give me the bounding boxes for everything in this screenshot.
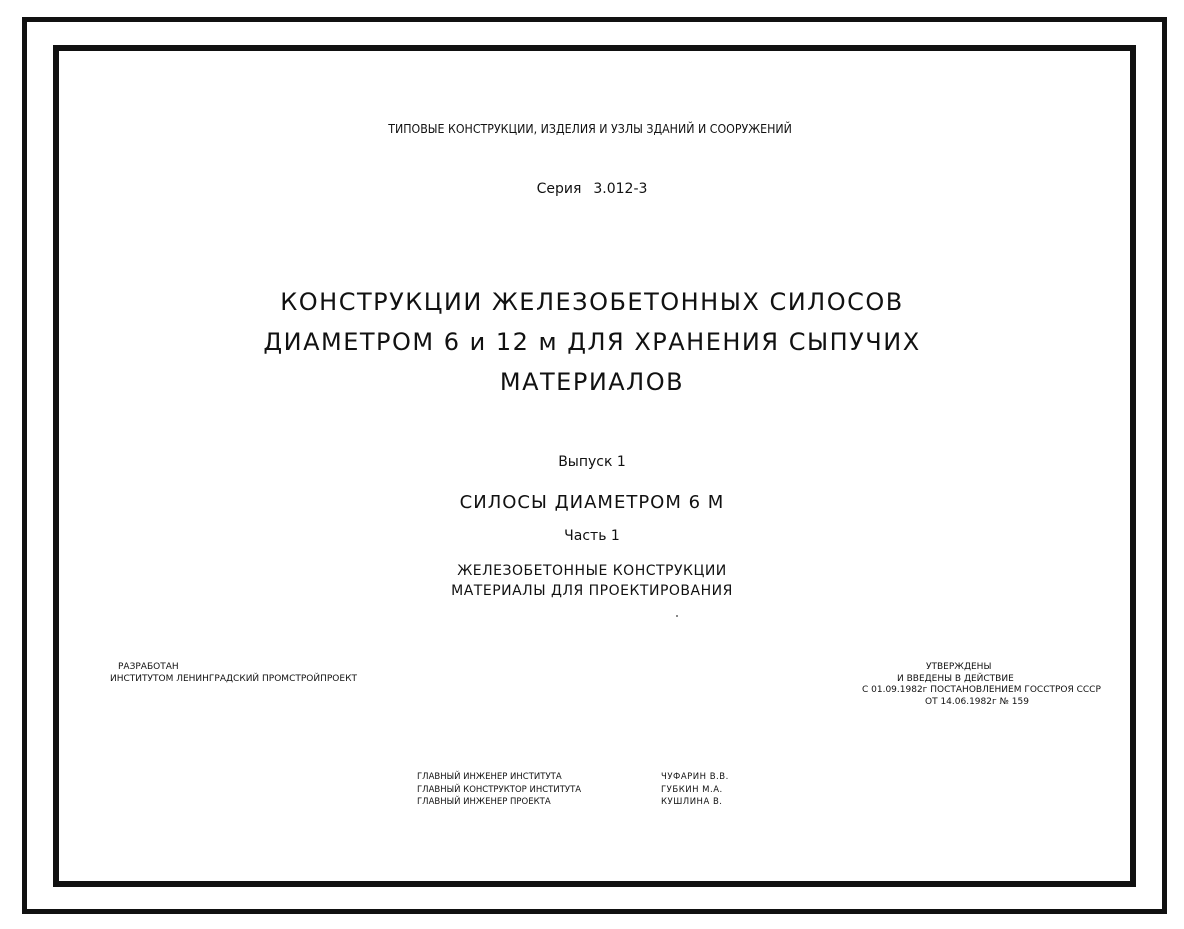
developer-block <box>110 661 357 685</box>
staff-signatures <box>417 771 781 809</box>
part-label: Часть 1 <box>564 528 620 544</box>
developer-institute: ИНСТИТУТОМ ЛЕНИНГРАДСКИЙ ПРОМСТРОЙПРОЕКТ <box>110 674 357 684</box>
staff-row <box>417 771 781 784</box>
title-line-1: КОНСТРУКЦИИ ЖЕЛЕЗОБЕТОННЫХ СИЛОСОВ <box>280 288 904 316</box>
approval-line-2: И ВВЕДЕНЫ В ДЕЙСТВИЕ <box>897 673 1014 684</box>
staff-name: КУШЛИНА В. <box>661 797 723 807</box>
staff-name: ЧУФАРИН В.В. <box>661 772 729 782</box>
topic-line-2: МАТЕРИАЛЫ ДЛЯ ПРОЕКТИРОВАНИЯ <box>451 583 733 599</box>
staff-row <box>417 796 781 809</box>
series-designation <box>0 181 1184 197</box>
staff-role: ГЛАВНЫЙ ИНЖЕНЕР ИНСТИТУТА <box>417 772 562 782</box>
staff-name: ГУБКИН М.А. <box>661 784 723 795</box>
title-line-2: ДИАМЕТРОМ 6 и 12 м ДЛЯ ХРАНЕНИЯ СЫПУЧИХ <box>263 328 921 356</box>
staff-role: ГЛАВНЫЙ ИНЖЕНЕР ПРОЕКТА <box>417 797 551 807</box>
title-line-3: МАТЕРИАЛОВ <box>499 368 685 396</box>
topic-line-1: ЖЕЛЕЗОБЕТОННЫЕ КОНСТРУКЦИИ <box>457 563 727 579</box>
series-label: Серия <box>536 181 582 197</box>
approval-line-4: ОТ 14.06.1982г № 159 <box>925 696 1029 707</box>
issue-subtitle: СИЛОСЫ ДИАМЕТРОМ 6 М <box>459 492 725 513</box>
approval-block <box>800 662 1184 708</box>
staff-role: ГЛАВНЫЙ КОНСТРУКТОР ИНСТИТУТА <box>417 784 582 795</box>
series-number: 3.012-3 <box>593 181 648 197</box>
approval-line-3: С 01.09.1982г ПОСТАНОВЛЕНИЕМ ГОССТРОЯ СССР <box>862 685 1101 695</box>
approval-line-1: УТВЕРЖДЕНЫ <box>926 662 992 672</box>
document-category: ТИПОВЫЕ КОНСТРУКЦИИ, ИЗДЕЛИЯ И УЗЛЫ ЗДАНИЙ И СООРУЖЕНИЙ <box>388 122 792 136</box>
scan-speck <box>676 615 678 617</box>
staff-row <box>417 784 781 797</box>
developer-label: РАЗРАБОТАН <box>118 662 179 672</box>
issue-label: Выпуск 1 <box>558 454 626 470</box>
